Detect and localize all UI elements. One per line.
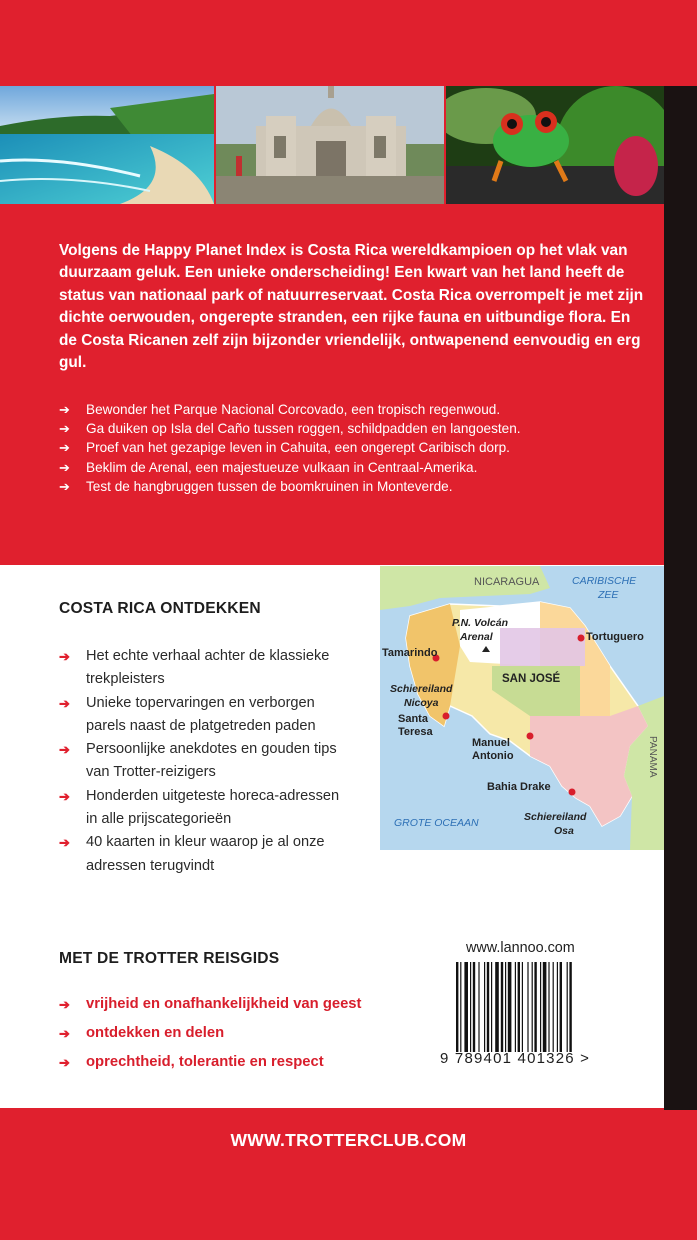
arrow-icon: ➔ bbox=[59, 402, 70, 417]
arrow-icon: ➔ bbox=[59, 1026, 70, 1041]
frog-photo bbox=[446, 86, 664, 204]
barcode-bar bbox=[543, 962, 547, 1052]
barcode-bar bbox=[484, 962, 485, 1052]
arrow-icon: ➔ bbox=[59, 1055, 70, 1070]
barcode-bar bbox=[560, 962, 562, 1052]
map-label-teresa: Teresa bbox=[398, 726, 433, 738]
barcode-bar bbox=[518, 962, 520, 1052]
isbn-number: 9 789401 401326 > bbox=[440, 1050, 591, 1067]
location-dot bbox=[527, 733, 534, 740]
location-dot bbox=[443, 713, 450, 720]
map-label-nicoya-1: Schiereiland bbox=[390, 683, 453, 695]
cathedral-photo bbox=[216, 86, 444, 204]
barcode-bar bbox=[548, 962, 549, 1052]
trotter-list bbox=[59, 990, 439, 1077]
map-label-ocean: GROTE OCEAAN bbox=[394, 817, 479, 829]
trotter-title: MET DE TROTTER REISGIDS bbox=[59, 950, 280, 967]
barcode-bar bbox=[569, 962, 571, 1052]
location-dot bbox=[578, 635, 585, 642]
barcode-bar bbox=[495, 962, 499, 1052]
footer-url[interactable]: WWW.TROTTERCLUB.COM bbox=[230, 1130, 467, 1150]
highlights-list bbox=[59, 400, 659, 496]
arrow-icon: ➔ bbox=[59, 459, 70, 475]
list-item: ➔ Het echte verhaal achter de klassieke trekpleisters bbox=[59, 645, 349, 692]
barcode-bar bbox=[508, 962, 512, 1052]
list-item: ➔ vrijheid en onafhankelijkheid van geest bbox=[59, 990, 439, 1019]
barcode-bar bbox=[456, 962, 458, 1052]
barcode-bar bbox=[464, 962, 468, 1052]
map-label-drake: Bahia Drake bbox=[487, 781, 551, 793]
barcode-bar bbox=[470, 962, 471, 1052]
map-label-sea: ZEE bbox=[598, 589, 619, 601]
barcode-bar bbox=[567, 962, 568, 1052]
barcode-bar bbox=[501, 962, 503, 1052]
arrow-icon: ➔ bbox=[59, 478, 70, 494]
arrow-icon: ➔ bbox=[59, 997, 70, 1012]
arrow-icon: ➔ bbox=[59, 835, 70, 851]
map-label-osa-2: Osa bbox=[554, 825, 574, 837]
map-label-san-jose: SAN JOSÉ bbox=[502, 673, 561, 685]
list-item: ➔ ontdekken en delen bbox=[59, 1019, 439, 1048]
barcode-bar bbox=[532, 962, 533, 1052]
map-label-caribbean: CARIBISCHE bbox=[572, 575, 637, 587]
map-label-nicaragua: NICARAGUA bbox=[474, 576, 540, 588]
map-label-nicoya-2: Nicoya bbox=[404, 697, 439, 709]
map-label-osa-1: Schiereiland bbox=[524, 811, 587, 823]
barcode-bar bbox=[491, 962, 492, 1052]
list-item: ➔ Beklim de Arenal, een majestueuze vulkaan in Centraal-Amerika. bbox=[59, 458, 659, 477]
list-item: ➔ oprechtheid, tolerantie en respect bbox=[59, 1048, 439, 1077]
barcode-bar bbox=[534, 962, 536, 1052]
photo-strip bbox=[0, 86, 664, 204]
map-label-volcan: P.N. Volcán bbox=[452, 617, 509, 629]
barcode-bar bbox=[487, 962, 489, 1052]
discover-title: COSTA RICA ONTDEKKEN bbox=[59, 600, 261, 617]
arrow-icon: ➔ bbox=[59, 440, 70, 456]
arrow-icon: ➔ bbox=[59, 695, 70, 711]
arrow-icon: ➔ bbox=[59, 649, 70, 664]
barcode-bar bbox=[473, 962, 475, 1052]
barcode-bar bbox=[478, 962, 479, 1052]
map-label-tortuguero: Tortuguero bbox=[586, 631, 644, 643]
map-label-arenal: Arenal bbox=[460, 631, 493, 643]
list-item: ➔ Bewonder het Parque Nacional Corcovado, een tropisch regenwoud. bbox=[59, 400, 659, 419]
map-label-manuel: Manuel bbox=[472, 737, 510, 749]
list-item: ➔ Persoonlijke anekdotes en gouden tips van Trotter-reizigers bbox=[59, 738, 349, 785]
barcode-bar bbox=[460, 962, 461, 1052]
barcode-bar bbox=[553, 962, 554, 1052]
beach-photo bbox=[0, 86, 214, 204]
map-label-santa: Santa bbox=[398, 713, 428, 725]
location-dot bbox=[569, 789, 576, 796]
arrow-icon: ➔ bbox=[59, 742, 70, 758]
list-item: ➔ Test de hangbruggen tussen de boomkruinen in Monteverde. bbox=[59, 477, 659, 496]
map-label-tamarindo: Tamarindo bbox=[382, 647, 438, 659]
list-item: ➔ Unieke topervaringen en verborgen parels naast de platgetreden paden bbox=[59, 692, 349, 739]
publisher-website[interactable]: www.lannoo.com bbox=[466, 940, 575, 956]
list-item: ➔ Honderden uitgeteste horeca-adressen in alle prijscategorieën bbox=[59, 785, 349, 832]
list-item: ➔ 40 kaarten in kleur waarop je al onze adressen terugvindt bbox=[59, 831, 349, 878]
discover-list bbox=[59, 645, 349, 878]
barcode-bar bbox=[522, 962, 523, 1052]
map-label-panama: PANAMA bbox=[647, 736, 658, 778]
barcode bbox=[455, 962, 613, 1052]
barcode-bar bbox=[527, 962, 528, 1052]
barcode-bar bbox=[557, 962, 558, 1052]
arrow-icon: ➔ bbox=[59, 421, 70, 437]
list-item: ➔ Proef van het gezapige leven in Cahuita, een ongerept Caribisch dorp. bbox=[59, 438, 659, 457]
map-label-antonio: Antonio bbox=[472, 750, 514, 762]
barcode-bar bbox=[540, 962, 541, 1052]
intro-paragraph: Volgens de Happy Planet Index is Costa Rica wereldkampioen op het vlak van duurzaam geluk. Een unieke onderscheiding! Een kwart van het land heeft de status van nationaal park of natuurreservaat. Costa Rica overrompelt je met zijn dichte oerwouden, ongerepte stranden, een rijke fauna en uitbundige flora. En de Costa Ricanen zelf zijn bijzonder vriendelijk, ontwapenend eenvoudig en erg gul. bbox=[59, 242, 644, 372]
costa-rica-map bbox=[380, 566, 664, 850]
arrow-icon: ➔ bbox=[59, 788, 70, 804]
barcode-bar bbox=[505, 962, 506, 1052]
barcode-bar bbox=[515, 962, 516, 1052]
list-item: ➔ Ga duiken op Isla del Caño tussen roggen, schildpadden en langoesten. bbox=[59, 419, 659, 438]
book-spine bbox=[664, 86, 697, 1110]
